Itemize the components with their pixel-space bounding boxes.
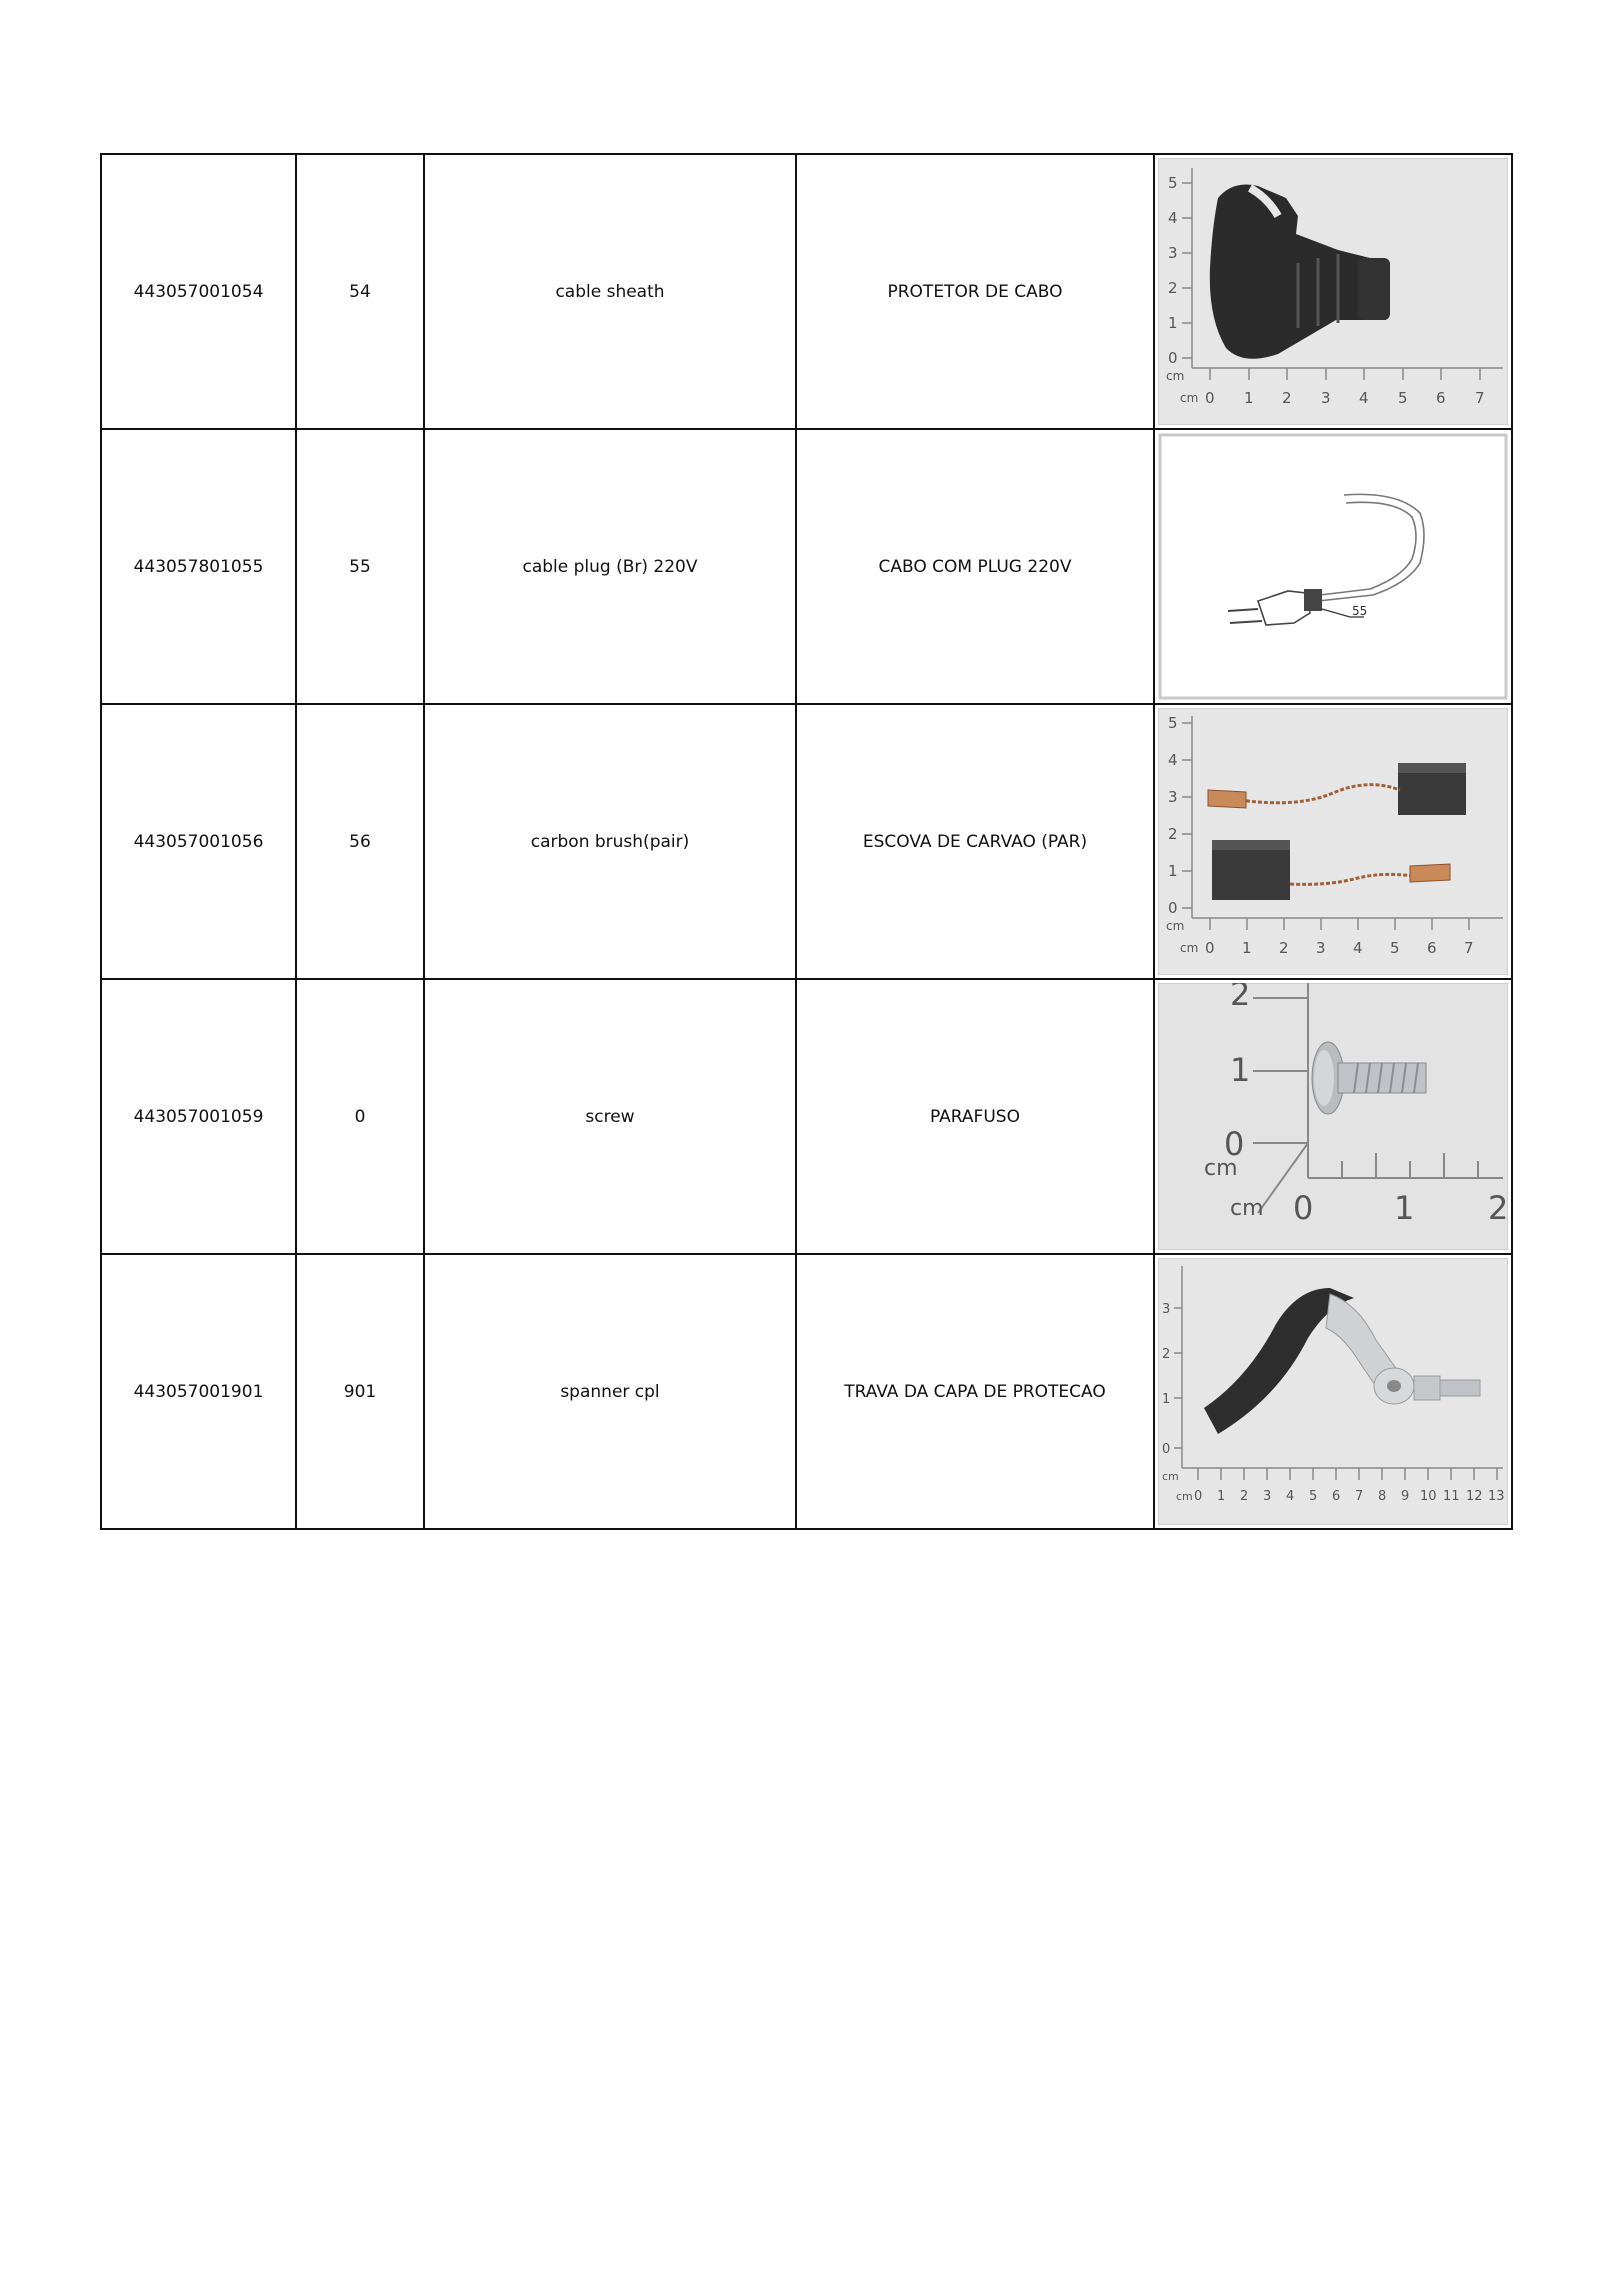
description-pt: PARAFUSO bbox=[796, 979, 1154, 1254]
position-number: 54 bbox=[296, 154, 424, 429]
scale-y-label: 2 bbox=[1162, 1347, 1171, 1362]
scale-x-label: 5 bbox=[1390, 939, 1400, 957]
scale-x-label: 8 bbox=[1378, 1489, 1387, 1504]
table-row bbox=[101, 1254, 1512, 1529]
scale-x-label: 3 bbox=[1316, 939, 1326, 957]
cable-plug-drawing bbox=[1158, 433, 1508, 700]
scale-x-label: 0 bbox=[1194, 1489, 1203, 1504]
part-image-cell bbox=[1154, 1254, 1512, 1529]
scale-x-label: 9 bbox=[1401, 1489, 1410, 1504]
scale-x-label: 4 bbox=[1353, 939, 1363, 957]
scale-x-label: 0 bbox=[1205, 939, 1215, 957]
scale-x-label: 2 bbox=[1240, 1489, 1249, 1504]
scale-y-label: 1 bbox=[1168, 314, 1178, 332]
part-number: 443057001054 bbox=[101, 154, 296, 429]
table-row bbox=[101, 429, 1512, 704]
scale-x-label: 1 bbox=[1217, 1489, 1226, 1504]
scale-x-label: 5 bbox=[1398, 389, 1408, 407]
scale-x-label: 4 bbox=[1286, 1489, 1295, 1504]
screw-photo bbox=[1158, 983, 1508, 1250]
scale-x-label: 5 bbox=[1309, 1489, 1318, 1504]
scale-y-label: 2 bbox=[1168, 279, 1178, 297]
scale-y-label: 0 bbox=[1168, 899, 1178, 917]
scale-x-label: 13 bbox=[1488, 1489, 1505, 1504]
table-row bbox=[101, 154, 1512, 429]
scale-y-label: 4 bbox=[1168, 209, 1178, 227]
scale-unit-label: cm bbox=[1166, 369, 1185, 383]
scale-x-label: 1 bbox=[1394, 1189, 1415, 1227]
scale-x-label: 6 bbox=[1427, 939, 1437, 957]
scale-x-label: 2 bbox=[1282, 389, 1292, 407]
scale-unit-label: cm bbox=[1180, 941, 1199, 955]
spanner-photo bbox=[1158, 1258, 1508, 1525]
scale-x-label: 1 bbox=[1244, 389, 1254, 407]
parts-table bbox=[100, 153, 1513, 1530]
scale-unit-label: cm bbox=[1162, 1470, 1179, 1483]
description-pt: ESCOVA DE CARVAO (PAR) bbox=[796, 704, 1154, 979]
cable-sheath-photo bbox=[1158, 158, 1508, 425]
scale-y-label: 1 bbox=[1162, 1392, 1171, 1407]
part-number: 443057801055 bbox=[101, 429, 296, 704]
scale-x-label: 6 bbox=[1436, 389, 1446, 407]
scale-x-label: 3 bbox=[1263, 1489, 1272, 1504]
scale-unit-label: cm bbox=[1176, 1490, 1193, 1503]
scale-x-label: 4 bbox=[1359, 389, 1369, 407]
table-row bbox=[101, 979, 1512, 1254]
description-en: cable sheath bbox=[424, 154, 796, 429]
part-number: 443057001901 bbox=[101, 1254, 296, 1529]
scale-y-label: 4 bbox=[1168, 751, 1178, 769]
part-image-cell bbox=[1154, 979, 1512, 1254]
scale-x-label: 2 bbox=[1279, 939, 1289, 957]
description-pt: PROTETOR DE CABO bbox=[796, 154, 1154, 429]
scale-x-label: 12 bbox=[1466, 1489, 1483, 1504]
scale-x-label: 7 bbox=[1355, 1489, 1364, 1504]
part-number: 443057001056 bbox=[101, 704, 296, 979]
scale-y-label: 0 bbox=[1162, 1442, 1171, 1457]
scale-x-label: 11 bbox=[1443, 1489, 1460, 1504]
scale-x-label: 1 bbox=[1242, 939, 1252, 957]
description-en: screw bbox=[424, 979, 796, 1254]
position-number: 56 bbox=[296, 704, 424, 979]
scale-y-label: 2 bbox=[1230, 983, 1251, 1013]
scale-y-label: 0 bbox=[1168, 349, 1178, 367]
part-image-cell bbox=[1154, 704, 1512, 979]
part-image-cell bbox=[1154, 429, 1512, 704]
description-pt: TRAVA DA CAPA DE PROTECAO bbox=[796, 1254, 1154, 1529]
scale-unit-label: cm bbox=[1180, 391, 1199, 405]
description-pt: CABO COM PLUG 220V bbox=[796, 429, 1154, 704]
scale-y-label: 5 bbox=[1168, 714, 1178, 732]
scale-unit-label: cm bbox=[1166, 919, 1185, 933]
scale-x-label: 0 bbox=[1205, 389, 1215, 407]
scale-x-label: 3 bbox=[1321, 389, 1331, 407]
table-row bbox=[101, 704, 1512, 979]
scale-y-label: 3 bbox=[1168, 788, 1178, 806]
scale-y-label: 1 bbox=[1168, 862, 1178, 880]
part-image-cell bbox=[1154, 154, 1512, 429]
scale-x-label: 10 bbox=[1420, 1489, 1437, 1504]
scale-x-label: 6 bbox=[1332, 1489, 1341, 1504]
scale-y-label: 1 bbox=[1230, 1051, 1251, 1089]
scale-x-label: 0 bbox=[1293, 1189, 1314, 1227]
scale-x-label: 2 bbox=[1488, 1189, 1508, 1227]
scale-y-label: 3 bbox=[1168, 244, 1178, 262]
description-en: spanner cpl bbox=[424, 1254, 796, 1529]
scale-x-label: 7 bbox=[1464, 939, 1474, 957]
position-number: 55 bbox=[296, 429, 424, 704]
part-number: 443057001059 bbox=[101, 979, 296, 1254]
scale-x-label: 7 bbox=[1475, 389, 1485, 407]
scale-y-label: 2 bbox=[1168, 825, 1178, 843]
position-number: 0 bbox=[296, 979, 424, 1254]
scale-y-label: 3 bbox=[1162, 1302, 1171, 1317]
callout-label: 55 bbox=[1352, 604, 1368, 618]
carbon-brush-photo bbox=[1158, 708, 1508, 975]
description-en: carbon brush(pair) bbox=[424, 704, 796, 979]
scale-unit-label: cm bbox=[1204, 1156, 1238, 1181]
scale-y-label: 5 bbox=[1168, 174, 1178, 192]
description-en: cable plug (Br) 220V bbox=[424, 429, 796, 704]
scale-unit-label: cm bbox=[1230, 1196, 1264, 1221]
position-number: 901 bbox=[296, 1254, 424, 1529]
scale-y-label: 0 bbox=[1224, 1125, 1245, 1163]
